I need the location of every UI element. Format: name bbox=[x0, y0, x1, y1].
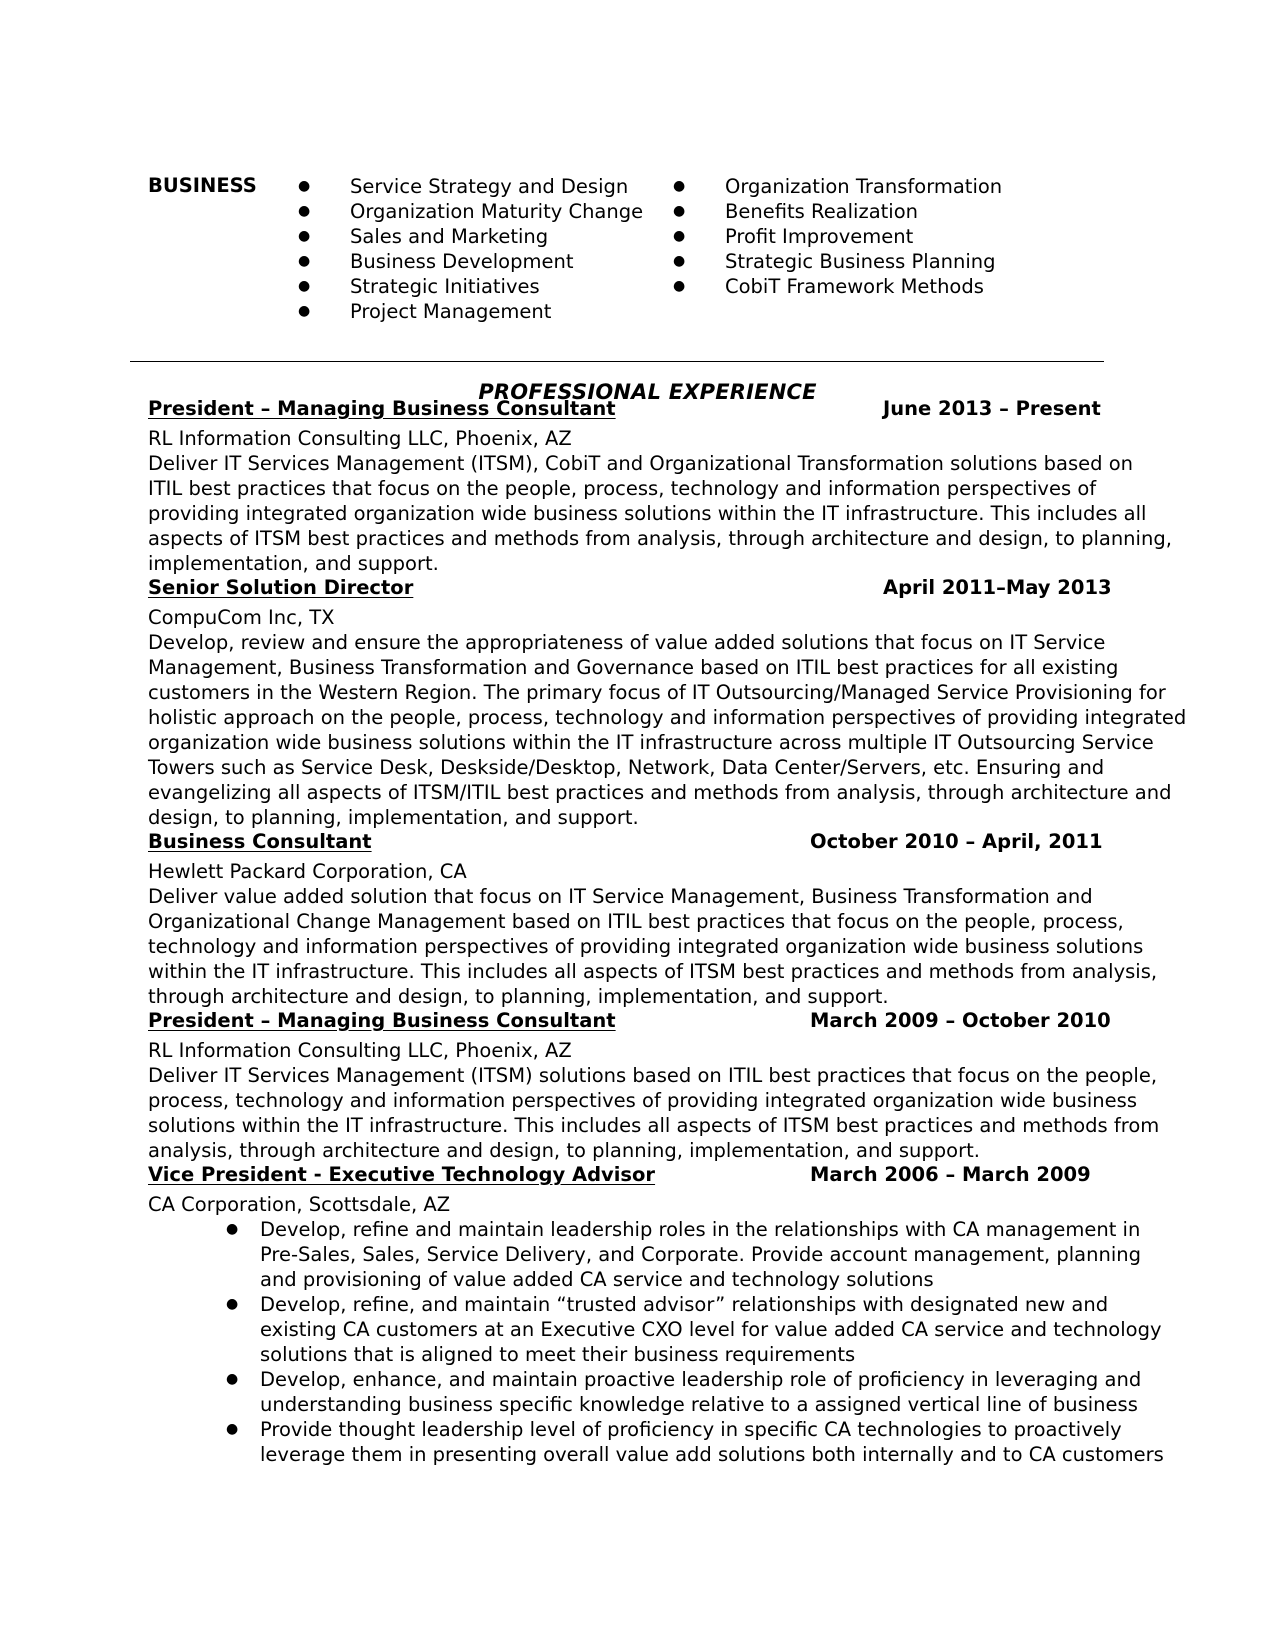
job-header bbox=[148, 575, 1128, 601]
section-divider bbox=[130, 361, 1104, 362]
job-dates: March 2009 – October 2010 bbox=[810, 1009, 1111, 1032]
bullet-icon: ● bbox=[298, 203, 311, 219]
bullet-icon: ● bbox=[298, 253, 311, 269]
bullet-icon: ● bbox=[673, 228, 686, 244]
company: CA Corporation, Scottsdale, AZ bbox=[148, 1193, 451, 1216]
job-dates: April 2011–May 2013 bbox=[883, 576, 1112, 599]
company: RL Information Consulting LLC, Phoenix, AZ bbox=[148, 427, 572, 450]
job-header bbox=[148, 396, 1128, 422]
company: Hewlett Packard Corporation, CA bbox=[148, 860, 467, 883]
company: CompuCom Inc, TX bbox=[148, 606, 335, 629]
job-entry bbox=[148, 1162, 1164, 1467]
job-title: President – Managing Business Consultant bbox=[148, 1009, 616, 1032]
job-description: Deliver IT Services Management (ITSM) solutions based on ITIL best practices that focus on the people, process, technology and information perspectives of providing integrated organization wide business solutions within the IT infrastructure. This includes all aspects of ITSM best practices and methods from analysis, through architecture and design, to planning, implementation, and support. bbox=[148, 1064, 1160, 1162]
job-entry bbox=[148, 396, 1172, 576]
job-dates: October 2010 – April, 2011 bbox=[810, 830, 1103, 853]
job-title: President – Managing Business Consultant bbox=[148, 397, 616, 420]
bullet-icon: ● bbox=[226, 1371, 239, 1387]
bullet-icon: ● bbox=[673, 253, 686, 269]
bullet-icon: ● bbox=[226, 1221, 239, 1237]
bullet-icon: ● bbox=[298, 303, 311, 319]
job-dates: June 2013 – Present bbox=[883, 397, 1101, 420]
company: RL Information Consulting LLC, Phoenix, AZ bbox=[148, 1039, 572, 1062]
bullet-icon: ● bbox=[673, 203, 686, 219]
job-bullets bbox=[148, 1217, 1164, 1467]
job-title: Senior Solution Director bbox=[148, 576, 414, 599]
job-header bbox=[148, 829, 1128, 855]
job-title: Vice President - Executive Technology Advisor bbox=[148, 1163, 656, 1186]
job-description: Deliver IT Services Management (ITSM), CobiT and Organizational Transformation solutions based on ITIL best practices that focus on the people, process, technology and information perspectives of providing integrated organization wide business solutions within the IT infrastructure. This includes all aspects of ITSM best practices and methods from analysis, through architecture and design, to planning, implementation, and support. bbox=[148, 452, 1172, 575]
bullet-icon: ● bbox=[226, 1421, 239, 1437]
job-header bbox=[148, 1162, 1128, 1188]
job-header bbox=[148, 1008, 1128, 1034]
bullet-icon: ● bbox=[673, 278, 686, 294]
bullet-icon: ● bbox=[226, 1296, 239, 1312]
job-entry bbox=[148, 829, 1158, 1009]
job-dates: March 2006 – March 2009 bbox=[810, 1163, 1091, 1186]
list-item: ● Develop, refine and maintain leadership roles in the relationships with CA management in Pre-Sales, Sales, Service Delivery, and Corporate. Provide account management, planning and provisioning of value added CA service and technology solutions bbox=[226, 1218, 1141, 1291]
job-title: Business Consultant bbox=[148, 830, 372, 853]
resume-page: BUSINESS ● Service Strategy and Design ● Organization Maturity Change ● Sales and Marketing ● Business Development ● Strategic Initiatives ● Project Management ● Organization Transformation ● Benefits Realization ● Profit Improvement ● Strategic Business Planning ● CobiT Framework Methods PROFESSIONAL EXPERIENCE President – Managing Business Consultant June 2013 – Present RL Information Consulting LLC, Phoenix, AZ Deliver IT Services Management (ITSM), CobiT and Organizational Transformation solutions based on ITIL best practices that focus on the people, process, technology and information perspectives of providing integrated organization wide business solutions within the IT infrastructure. This includes all aspects of ITSM best practices and methods from analysis, through architecture and design, to planning, implementation, and support. Senior Solution Director April 2011–May 2013 CompuCom Inc, TX Develop, review and ensure the appropriateness of value added solutions that focus on IT Service Management, Business Transformation and Governance based on ITIL best practices for all existing customers in the Western Region. The primary focus of IT Outsourcing/Managed Service Provisioning for holistic approach on the people, process, technology and information perspectives of providing integrated organization wide business solutions within the IT infrastructure across multiple IT Outsourcing Service Towers such as Service Desk, Deskside/Desktop, Network, Data Center/Servers, etc. Ensuring and evangelizing all aspects of ITSM/ITIL best practices and methods from analysis, through architecture and design, to planning, implementation, and support. Business Consultant October 2010 – April, 2011 Hewlett Packard Corporation, CA Deliver value added solution that focus on IT Service Management, Business Transformation and Organizational Change Management based on ITIL best practices that focus on the people, process, technology and information perspectives of providing integrated organization wide business solutions within the IT infrastructure. This includes all aspects of ITSM best practices and methods from analysis, through architecture and design, to planning, implementation, and support. President – Managing Business Consultant March 2009 – October 2010 RL Information Consulting LLC, Phoenix, AZ Deliver IT Services Management (ITSM) solutions based on ITIL best practices that focus on the people, process, technology and information perspectives of providing integrated organization wide business solutions within the IT infrastructure. This includes all aspects of ITSM best practices and methods from analysis, through architecture and design, to planning, implementation, and support. Vice President - Executive Technology Advisor March 2006 – March 2009 CA Corporation, Scottsdale, AZ ● Develop, refine and maintain leadership roles in the relationships with CA management in Pre-Sales, Sales, Service Delivery, and Corporate. Provide account management, planning and provisioning of value added CA service and technology solutions ● Develop, refine, and maintain “trusted advisor” relationships with designated new and existing CA customers at an Executive CXO level for value added CA service and technology solutions that is aligned to meet their business requirements ● Develop, enhance, and maintain proactive leadership role of proficiency in leveraging and understanding business specific knowledge relative to a assigned vertical line of business ● Provide thought leadership level of proficiency in specific CA technologies to proactively leverage them in presenting overall value add solutions both internally and to CA customers bbox=[0, 0, 1275, 1650]
bullet-icon: ● bbox=[298, 178, 311, 194]
bullet-icon: ● bbox=[673, 178, 686, 194]
job-description: Develop, review and ensure the appropriateness of value added solutions that focus on IT Service Management, Business Transformation and Governance based on ITIL best practices for all existing customers in the Western Region. The primary focus of IT Outsourcing/Managed Service Provisioning for holistic approach on the people, process, technology and information perspectives of providing integrated organization wide business solutions within the IT infrastructure across multiple IT Outsourcing Service Towers such as Service Desk, Deskside/Desktop, Network, Data Center/Servers, etc. Ensuring and evangelizing all aspects of ITSM/ITIL best practices and methods from analysis, through architecture and design, to planning, implementation, and support. bbox=[148, 631, 1187, 829]
job-entry bbox=[148, 575, 1187, 830]
list-item: ● Provide thought leadership level of proficiency in specific CA technologies to proactively leverage them in presenting overall value add solutions both internally and to CA customers bbox=[226, 1418, 1164, 1466]
list-item: ● Develop, enhance, and maintain proactive leadership role of proficiency in leveraging and understanding business specific knowledge relative to a assigned vertical line of business bbox=[226, 1368, 1142, 1416]
job-entry bbox=[148, 1008, 1160, 1163]
bullet-icon: ● bbox=[298, 228, 311, 244]
job-description: Deliver value added solution that focus on IT Service Management, Business Transformation and Organizational Change Management based on ITIL best practices that focus on the people, process, technology and information perspectives of providing integrated organization wide business solutions within the IT infrastructure. This includes all aspects of ITSM best practices and methods from analysis, through architecture and design, to planning, implementation, and support. bbox=[148, 885, 1158, 1008]
section-title: PROFESSIONAL EXPERIENCE bbox=[478, 380, 817, 404]
skills-label: BUSINESS bbox=[148, 174, 257, 197]
bullet-icon: ● bbox=[298, 278, 311, 294]
list-item: ● Develop, refine, and maintain “trusted advisor” relationships with designated new and existing CA customers at an Executive CXO level for value added CA service and technology solutions that is aligned to meet their business requirements bbox=[226, 1293, 1162, 1366]
